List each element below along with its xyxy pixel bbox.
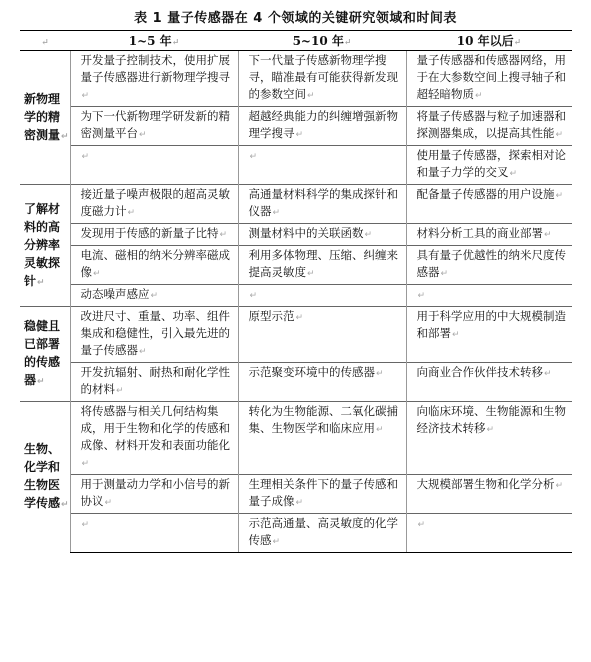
cell-text: 发现用于传感的新量子比特: [80, 226, 219, 240]
section-materials-probes: 了解材料的高分辨率灵敏探针↵: [20, 185, 70, 307]
table-cell: 向临床环境、生物能源和生物经济技术转移↵: [406, 402, 572, 475]
cell-text: 改进尺寸、重量、功率、组件集成和稳健性，引入最先进的量子传感器: [80, 309, 230, 357]
header-10-plus-years: 10 年以后↵: [406, 31, 572, 51]
table-row: [20, 224, 572, 246]
section-bio-chem-sensing: 生物、化学和生物医学传感↵: [20, 402, 70, 553]
table-cell: 向商业合作伙伴技术转移↵: [406, 363, 572, 402]
table-cell: 具有量子优越性的纳米尺度传感器↵: [406, 246, 572, 285]
cell-text: 开发量子控制技术，使用扩展量子传感器进行新物理学搜寻: [80, 53, 230, 84]
cell-text: 电流、磁相的纳米分辨率磁成像: [80, 248, 230, 279]
table-cell: ↵: [238, 146, 406, 185]
cell-text: 用于测量动力学和小信号的新协议: [80, 477, 230, 508]
table-cell: 将传感器与相关几何结构集成，用于生物和化学的传感和成像、材料开发和表面功能化↵: [70, 402, 238, 475]
table-cell: 为下一代新物理学研发新的精密测量平台↵: [70, 107, 238, 146]
table-cell: 示范高通量、高灵敏度的化学传感↵: [238, 514, 406, 553]
table-cell: 量子传感器和传感器网络，用于在大参数空间上搜寻轴子和超轻暗物质↵: [406, 51, 572, 107]
table-cell: 将量子传感器与粒子加速器和探测器集成，以提高其性能↵: [406, 107, 572, 146]
table-cell: 用于测量动力学和小信号的新协议↵: [70, 475, 238, 514]
table-cell: ↵: [70, 514, 238, 553]
table-row: [20, 363, 572, 402]
table-cell: 转化为生物能源、二氧化碳捕集、生物医学和临床应用↵: [238, 402, 406, 475]
cell-text: 测量材料中的关联函数: [248, 226, 364, 240]
table-cell: 发现用于传感的新量子比特↵: [70, 224, 238, 246]
section-label: 了解材料的高分辨率灵敏探针: [24, 201, 61, 288]
table-cell: 开发量子控制技术，使用扩展量子传感器进行新物理学搜寻↵: [70, 51, 238, 107]
table-row: [20, 107, 572, 146]
section-label: 稳健且已部署的传感器: [24, 319, 61, 387]
header-domain: ↵: [20, 31, 70, 51]
table-cell: 原型示范↵: [238, 307, 406, 363]
table-cell: 利用多体物理、压缩、纠缠来提高灵敏度↵: [238, 246, 406, 285]
cell-text: 向商业合作伙伴技术转移: [416, 365, 543, 379]
cell-text: 大规模部署生物和化学分析: [416, 477, 555, 491]
cell-text: 接近量子噪声极限的超高灵敏度磁力计: [80, 187, 230, 218]
table-cell: ↵: [70, 146, 238, 185]
cell-text: 下一代量子传感新物理学搜寻，瞄准最有可能获得新发现的参数空间: [248, 53, 398, 101]
cell-text: 量子传感器和传感器网络，用于在大参数空间上搜寻轴子和超轻暗物质: [416, 53, 566, 101]
table-cell: 使用量子传感器，探索相对论和量子力学的交叉↵: [406, 146, 572, 185]
cell-text: 利用多体物理、压缩、纠缠来提高灵敏度: [248, 248, 398, 279]
cell-text: 具有量子优越性的纳米尺度传感器: [416, 248, 566, 279]
table-cell: ↵: [406, 514, 572, 553]
table-row: [20, 285, 572, 307]
table-cell: 动态噪声感应↵: [70, 285, 238, 307]
table-cell: ↵: [238, 285, 406, 307]
section-precision-measurement: 新物理学的精密测量↵: [20, 51, 70, 185]
table-cell: 开发抗辐射、耐热和耐化学性的材料↵: [70, 363, 238, 402]
table-row: [20, 307, 572, 363]
cell-text: 向临床环境、生物能源和生物经济技术转移: [416, 404, 566, 435]
cell-text: 使用量子传感器，探索相对论和量子力学的交叉: [416, 148, 566, 179]
cell-text: 将量子传感器与粒子加速器和探测器集成，以提高其性能: [416, 109, 566, 140]
cell-text: 示范聚变环境中的传感器: [248, 365, 375, 379]
table-row: [20, 146, 572, 185]
cell-text: 原型示范: [248, 309, 295, 323]
table-row: [20, 514, 572, 553]
header-5-10-years: 5~10 年↵: [238, 31, 406, 51]
table-cell: 电流、磁相的纳米分辨率磁成像↵: [70, 246, 238, 285]
table-cell: 配备量子传感器的用户设施↵: [406, 185, 572, 224]
cell-text: 为下一代新物理学研发新的精密测量平台: [80, 109, 230, 140]
table-cell: 高通量材料科学的集成探针和仪器↵: [238, 185, 406, 224]
table-cell: 下一代量子传感新物理学搜寻，瞄准最有可能获得新发现的参数空间↵: [238, 51, 406, 107]
table-cell: 大规模部署生物和化学分析↵: [406, 475, 572, 514]
table-row: [20, 51, 572, 107]
table-cell: 生理相关条件下的量子传感和量子成像↵: [238, 475, 406, 514]
cell-text: 转化为生物能源、二氧化碳捕集、生物医学和临床应用: [248, 404, 398, 435]
cell-text: 示范高通量、高灵敏度的化学传感: [248, 516, 398, 547]
table-header: [20, 31, 572, 51]
cell-text: 高通量材料科学的集成探针和仪器: [248, 187, 398, 218]
table-cell: 超越经典能力的纠缠增强新物理学搜寻↵: [238, 107, 406, 146]
section-robust-sensors: 稳健且已部署的传感器↵: [20, 307, 70, 402]
table-cell: 示范聚变环境中的传感器↵: [238, 363, 406, 402]
table-row: [20, 475, 572, 514]
roadmap-table: [20, 30, 572, 553]
section-label: 新物理学的精密测量: [24, 91, 61, 142]
cell-text: 生理相关条件下的量子传感和量子成像: [248, 477, 398, 508]
table-title: 表 1 量子传感器在 4 个领域的关键研究领域和时间表: [134, 11, 457, 26]
table-cell: 接近量子噪声极限的超高灵敏度磁力计↵: [70, 185, 238, 224]
table-row: [20, 185, 572, 224]
table-body: [20, 51, 572, 553]
table-cell: 材料分析工具的商业部署↵: [406, 224, 572, 246]
cell-text: 超越经典能力的纠缠增强新物理学搜寻: [248, 109, 398, 140]
cell-text: 用于科学应用的中大规模制造和部署: [416, 309, 566, 340]
section-label: 生物、化学和生物医学传感: [24, 442, 61, 511]
table-cell: 改进尺寸、重量、功率、组件集成和稳健性，引入最先进的量子传感器↵: [70, 307, 238, 363]
header-1-5-years: 1~5 年↵: [70, 31, 238, 51]
table-cell: 用于科学应用的中大规模制造和部署↵: [406, 307, 572, 363]
cell-text: 将传感器与相关几何结构集成，用于生物和化学的传感和成像、材料开发和表面功能化: [80, 404, 230, 452]
cell-text: 动态噪声感应: [80, 287, 150, 301]
table-cell: 测量材料中的关联函数↵: [238, 224, 406, 246]
table-cell: ↵: [406, 285, 572, 307]
table-row: [20, 246, 572, 285]
table-row: [20, 402, 572, 475]
cell-text: 配备量子传感器的用户设施: [416, 187, 555, 201]
cell-text: 开发抗辐射、耐热和耐化学性的材料: [80, 365, 230, 396]
cell-text: 材料分析工具的商业部署: [416, 226, 543, 240]
